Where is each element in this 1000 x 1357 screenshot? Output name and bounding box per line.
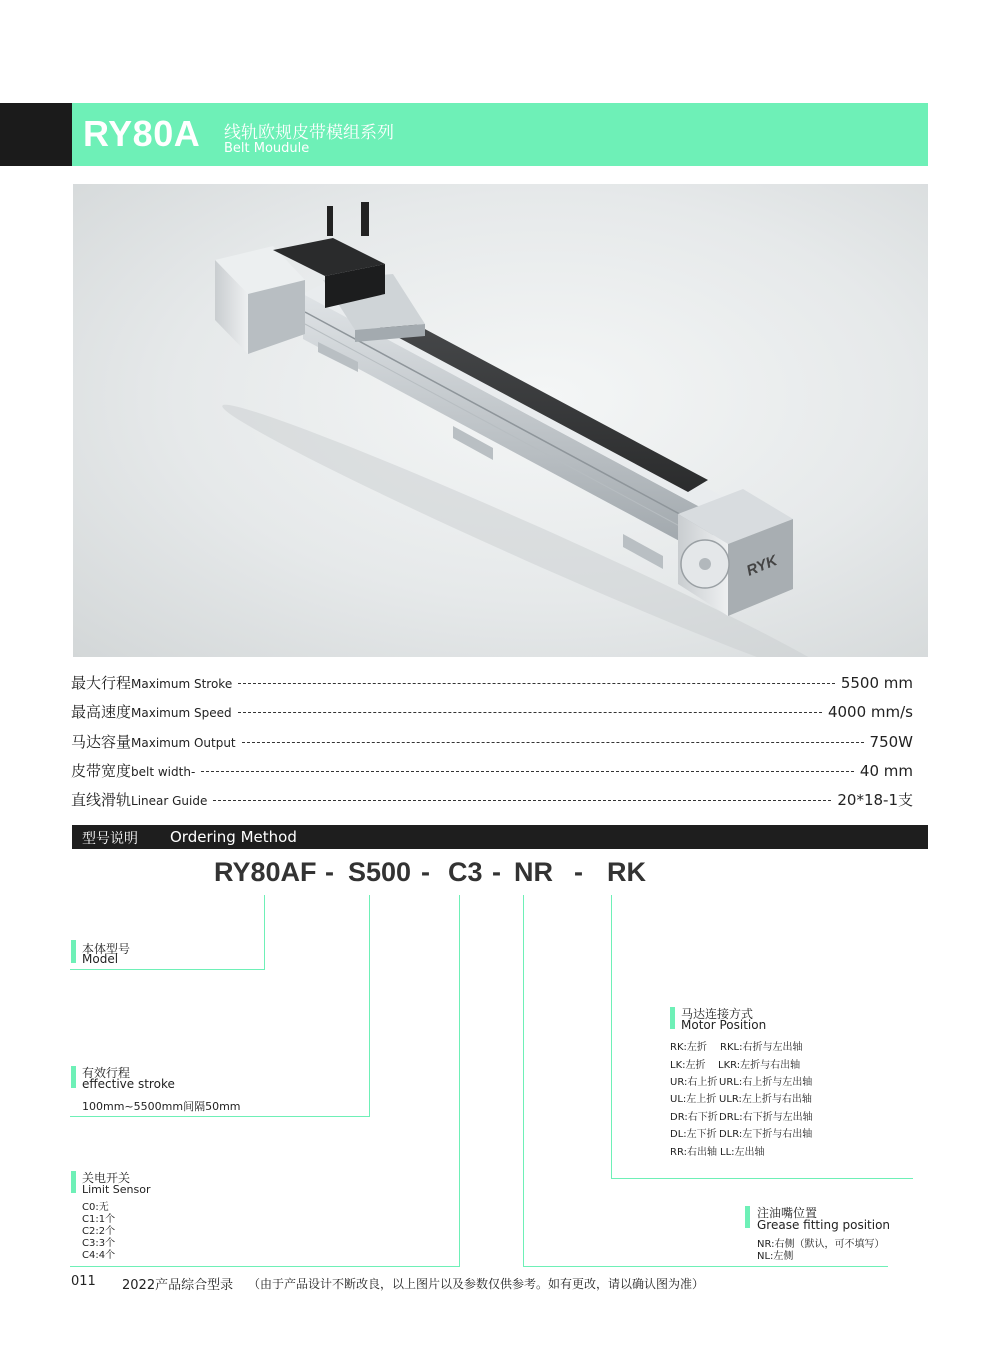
catalog-title: 2022产品综合型录 (122, 1278, 234, 1293)
spec-value: 4000 mm/s (827, 703, 913, 721)
accent-marker (71, 940, 76, 963)
spec-label-en: Maximum Speed (131, 706, 232, 720)
connector-line (523, 895, 524, 1266)
page-number: 011 (71, 1274, 96, 1289)
spec-label-en: belt width- (131, 765, 196, 779)
product-logo: RYK (744, 552, 780, 580)
spec-label-en: Maximum Output (131, 736, 236, 750)
code-dash: - (421, 857, 430, 887)
spec-leader (213, 800, 831, 801)
code-dash: - (325, 857, 334, 887)
stroke-range-note: 100mm~5500mm间隔50mm (82, 1100, 241, 1113)
motor-option: RR:右出轴 (670, 1147, 717, 1158)
code-dash: - (574, 857, 583, 887)
accent-marker (670, 1007, 675, 1029)
series-title-cn: 线轨欧规皮带模组系列 (224, 123, 394, 143)
connector-line (523, 1266, 888, 1267)
motor-option: DL:左下折 (670, 1129, 717, 1140)
accent-marker (71, 1171, 76, 1193)
accent-marker (745, 1206, 750, 1228)
connector-line (611, 1178, 913, 1179)
spec-row-output (71, 731, 913, 753)
spec-leader (238, 683, 835, 684)
motor-option: URL:右上折与左出轴 (719, 1077, 813, 1088)
connector-line (70, 969, 265, 970)
ordering-title-en: Ordering Method (170, 828, 297, 846)
connector-line (70, 1116, 370, 1117)
connector-line (369, 895, 370, 1116)
motor-option: RK:左折 (670, 1042, 707, 1053)
code-stroke: S500 (348, 857, 412, 887)
connector-line (70, 1266, 460, 1267)
spec-value: 40 mm (859, 762, 913, 780)
product-image (73, 184, 928, 657)
motor-label-cn: 马达连接方式 (681, 1007, 754, 1021)
sensor-option: C0:无 (82, 1202, 109, 1213)
code-grease: NR (514, 857, 553, 887)
motor-option: LKR:左折与右出轴 (718, 1060, 801, 1071)
spec-label-cn: 马达容量 (71, 733, 132, 751)
spec-leader (201, 771, 854, 772)
motor-option: UL:左上折 (670, 1094, 717, 1105)
ordering-title-cn: 型号说明 (82, 831, 138, 847)
spec-label-cn: 最大行程 (71, 674, 132, 692)
spec-label-cn: 直线滑轨 (71, 791, 132, 809)
spec-leader (242, 742, 864, 743)
spec-value: 5500 mm (840, 674, 913, 692)
motor-option: DR:右下折 (670, 1112, 718, 1123)
model-label-en: Model (82, 952, 119, 966)
disclaimer: （由于产品设计不断改良，以上图片以及参数仅供参考。如有更改，请以确认图为准） (248, 1277, 705, 1291)
connector-line (611, 895, 612, 1178)
spec-row-guide (71, 789, 913, 811)
accent-marker (71, 1066, 76, 1088)
grease-label-cn: 注油嘴位置 (757, 1206, 818, 1220)
connector-line (459, 895, 460, 1266)
motor-option: LL:左出轴 (720, 1147, 765, 1158)
sensor-option: C4:4个 (82, 1250, 116, 1261)
motor-option: UR:右上折 (670, 1077, 718, 1088)
sensor-label-en: Limit Sensor (82, 1183, 151, 1196)
header-black-block (0, 103, 72, 166)
sensor-option: C1:1个 (82, 1214, 116, 1225)
spec-label-en: Linear Guide (131, 794, 208, 808)
stroke-label-cn: 有效行程 (82, 1066, 131, 1080)
spec-row-speed (71, 701, 913, 723)
sensor-label-cn: 关电开关 (82, 1171, 131, 1185)
code-sensor: C3 (448, 857, 483, 887)
code-motor: RK (607, 857, 646, 887)
header-banner (72, 103, 928, 166)
grease-option: NR:右侧（默认，可不填写） (757, 1239, 885, 1250)
motor-option: DRL:右下折与左出轴 (719, 1112, 813, 1123)
motor-label-en: Motor Position (681, 1018, 767, 1032)
spec-label-cn: 最高速度 (71, 703, 132, 721)
series-title-en: Belt Moudule (224, 141, 310, 156)
code-model: RY80AF (214, 857, 317, 887)
spec-row-belt-width (71, 760, 913, 782)
spec-leader (238, 712, 822, 713)
model-label-cn: 本体型号 (82, 942, 131, 956)
connector-line (264, 895, 265, 969)
spec-label-cn: 皮带宽度 (71, 762, 132, 780)
spec-label-en: Maximum Stroke (131, 677, 233, 691)
spec-row-stroke (71, 672, 913, 694)
grease-label-en: Grease fitting position (757, 1218, 891, 1232)
sensor-option: C2:2个 (82, 1226, 116, 1237)
motor-option: DLR:左下折与右出轴 (719, 1129, 813, 1140)
motor-option: ULR:左上折与右出轴 (719, 1094, 812, 1105)
belt-module-illustration (73, 184, 928, 657)
motor-option: LK:左折 (670, 1060, 706, 1071)
grease-option: NL:左侧 (757, 1251, 794, 1262)
motor-option: RKL:右折与左出轴 (720, 1042, 803, 1053)
model-title: RY80A (83, 113, 201, 154)
code-dash: - (492, 857, 501, 887)
spec-value: 20*18-1支 (837, 791, 913, 809)
sensor-option: C3:3个 (82, 1238, 116, 1249)
spec-value: 750W (869, 733, 913, 751)
stroke-label-en: effective stroke (82, 1077, 175, 1091)
